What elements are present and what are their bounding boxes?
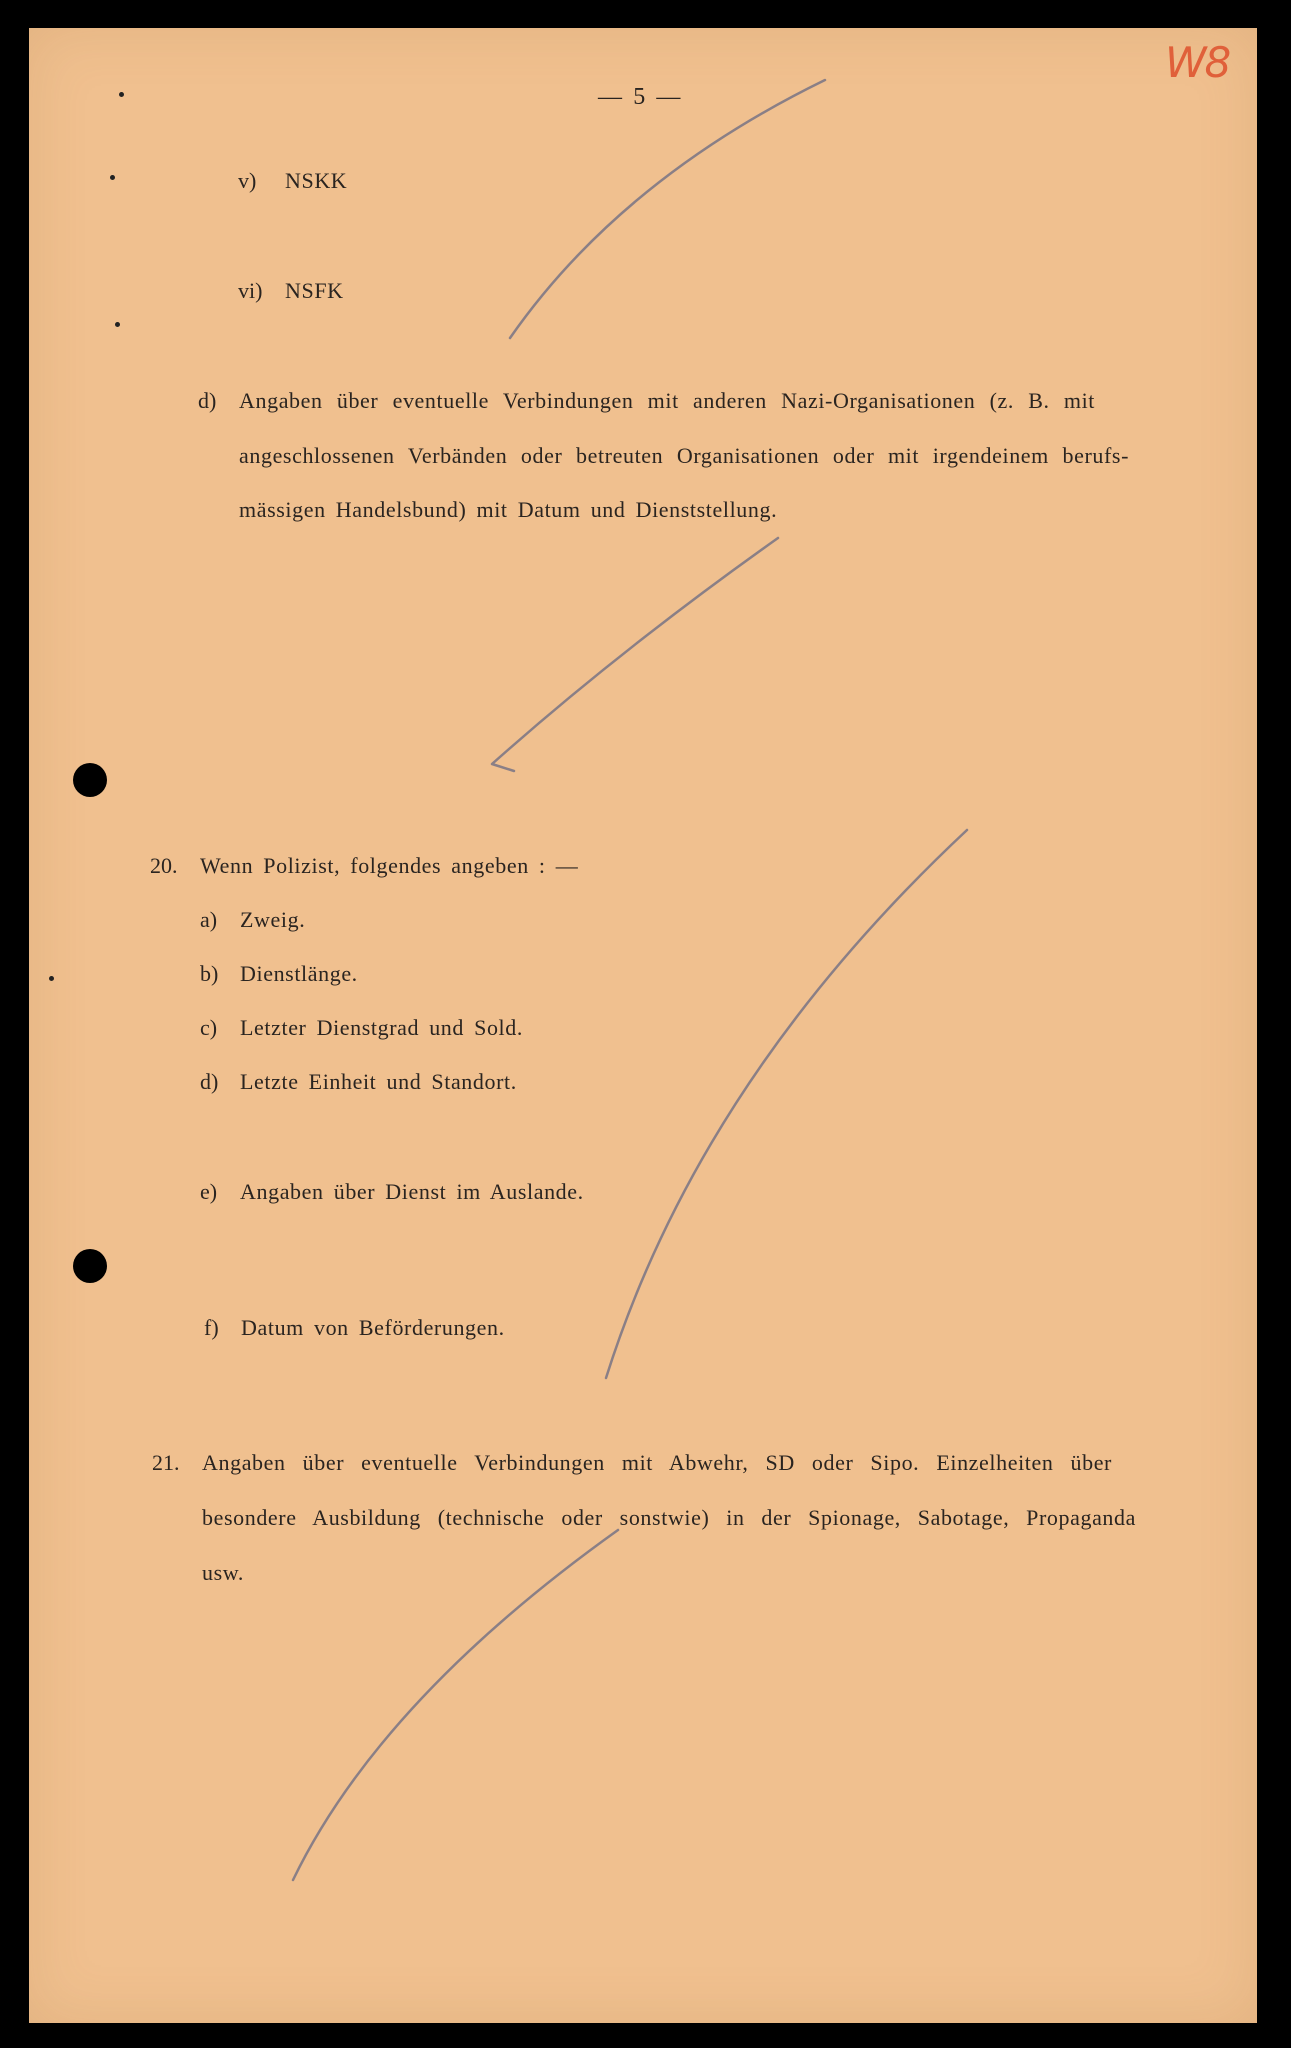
q21-line1: Angaben über eventuelle Verbindungen mit Abwehr, SD oder Sipo. Einzelheiten über	[202, 1450, 1112, 1475]
q20-b-text: Dienstlänge.	[240, 961, 358, 986]
item-d-line1: Angaben über eventuelle Verbindungen mit anderen Nazi-Organisationen (z. B. mit	[239, 388, 1095, 413]
q21-line3: usw.	[202, 1560, 244, 1585]
q20-d-label: d)	[200, 1069, 219, 1094]
q20-c-text: Letzter Dienstgrad und Sold.	[240, 1015, 523, 1040]
q20-f-label: f)	[204, 1315, 219, 1340]
item-d-line2: angeschlossenen Verbänden oder betreuten Organisationen oder mit irgendeinem berufs-	[239, 443, 1129, 468]
q20-c-label: c)	[200, 1015, 218, 1040]
item-vi-label: vi)	[238, 278, 263, 303]
q20-f-text: Datum von Beförderungen.	[241, 1315, 505, 1340]
q21-number: 21.	[152, 1450, 180, 1475]
item-d-label: d)	[198, 388, 217, 413]
q20-b-label: b)	[200, 961, 219, 986]
q20-text: Wenn Polizist, folgendes angeben : —	[200, 853, 579, 878]
archive-mark: W8	[1165, 38, 1230, 87]
page-number: — 5 —	[598, 84, 681, 110]
pencil-stroke-2	[492, 538, 778, 771]
item-d-line3: mässigen Handelsbund) mit Datum und Dienststellung.	[239, 497, 778, 522]
q20-e-text: Angaben über Dienst im Auslande.	[240, 1179, 584, 1204]
q20-a-text: Zweig.	[240, 907, 306, 932]
item-vi-text: NSFK	[285, 278, 344, 303]
q20-d-text: Letzte Einheit und Standort.	[240, 1069, 517, 1094]
pencil-stroke-1	[510, 80, 825, 338]
item-v-text: NSKK	[285, 168, 348, 193]
item-v-label: v)	[238, 168, 257, 193]
q20-number: 20.	[150, 853, 178, 878]
pencil-stroke-3	[606, 830, 967, 1378]
q20-a-label: a)	[200, 907, 218, 932]
q21-line2: besondere Ausbildung (technische oder sonstwie) in der Spionage, Sabotage, Propaganda	[202, 1505, 1136, 1530]
q20-e-label: e)	[200, 1179, 218, 1204]
pencil-stroke-4	[293, 1530, 618, 1880]
